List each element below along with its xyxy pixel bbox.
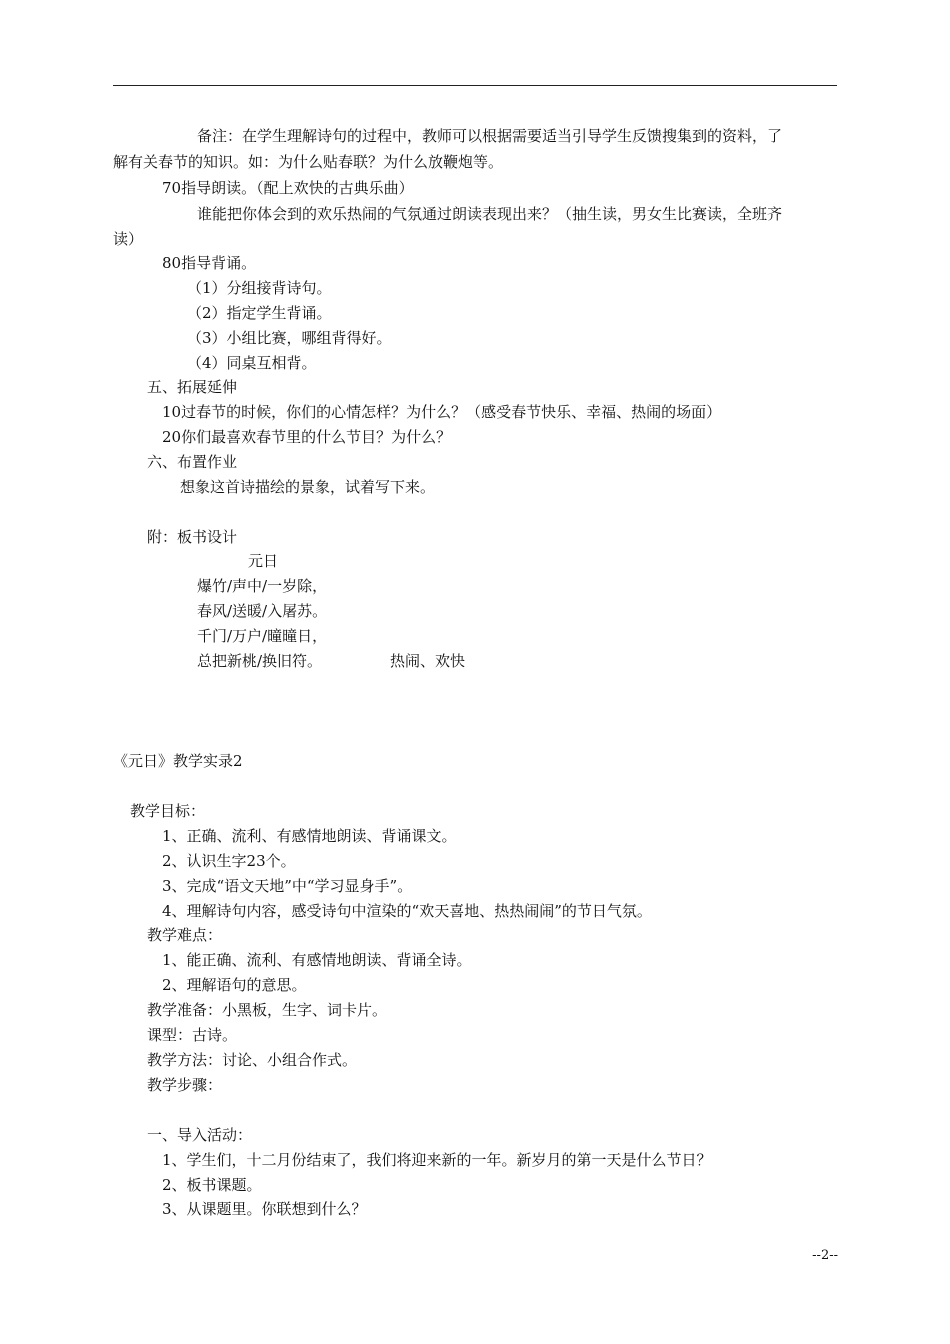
objective-1: 1、正确、流利、有感情地朗读、背诵课文。 (162, 827, 457, 845)
preparation-line: 教学准备：小黑板，生字、词卡片。 (147, 1001, 388, 1019)
lesson-type-line: 课型：古诗。 (147, 1026, 238, 1044)
reading-question-line-1: 谁能把你体会到的欢乐热闹的气氛通过朗读表现出来？（抽生读，男女生比赛读，全班齐 (197, 205, 783, 223)
intro-heading: 一、导入活动： (147, 1126, 253, 1144)
difficulty-2: 2、理解语句的意思。 (162, 976, 307, 994)
intro-step-2: 2、板书课题。 (162, 1176, 262, 1194)
note-line-1: 备注：在学生理解诗句的过程中，教师可以根据需要适当引导学生反馈搜集到的资料，了 (197, 127, 783, 145)
method-line: 教学方法：讨论、小组合作式。 (147, 1051, 358, 1069)
guided-reading-heading: 70指导朗读。（配上欢快的古典乐曲） (162, 179, 414, 197)
difficulty-1: 1、能正确、流利、有感情地朗读、背诵全诗。 (162, 951, 472, 969)
recitation-step-2: （2）指定学生背诵。 (187, 304, 332, 322)
steps-heading: 教学步骤： (147, 1076, 223, 1094)
poem-title: 元日 (248, 552, 279, 570)
recitation-step-1: （1）分组接背诗句。 (187, 279, 332, 297)
intro-step-3: 3、从课题里。你联想到什么？ (162, 1200, 367, 1218)
poem-line-3: 千门/万户/曈曈日， (197, 627, 328, 645)
objective-3: 3、完成“语文天地”中“学习显身手”。 (162, 877, 413, 895)
intro-step-1: 1、学生们，十二月份结束了，我们将迎来新的一年。新岁月的第一天是什么节日？ (162, 1151, 712, 1169)
board-keywords: 热闹、欢快 (390, 652, 466, 670)
poem-line-2: 春风/送暖/入屠苏。 (197, 602, 328, 620)
reading-question-line-2: 读） (113, 230, 144, 248)
poem-line-1: 爆竹/声中/一岁除， (197, 577, 328, 595)
header-rule (113, 85, 837, 86)
section-five-heading: 五、拓展延伸 (147, 378, 238, 396)
objective-2: 2、认识生字23个。 (162, 852, 296, 870)
objective-4: 4、理解诗句内容，感受诗句中渲染的“欢天喜地、热热闹闹”的节日气氛。 (162, 902, 652, 920)
objectives-heading: 教学目标： (130, 802, 206, 820)
recitation-step-3: （3）小组比赛，哪组背得好。 (187, 329, 392, 347)
board-design-heading: 附：板书设计 (147, 528, 238, 546)
recitation-step-4: （4）同桌互相背。 (187, 354, 317, 372)
recitation-heading: 80指导背诵。 (162, 254, 257, 272)
section-six-heading: 六、布置作业 (147, 453, 238, 471)
note-line-2: 解有关春节的知识。如：为什么贴春联？为什么放鞭炮等。 (113, 153, 504, 171)
poem-line-4: 总把新桃/换旧符。 (197, 652, 323, 670)
section-title: 《元日》教学实录2 (113, 752, 243, 770)
homework-text: 想象这首诗描绘的景象，试着写下来。 (180, 478, 436, 496)
difficulties-heading: 教学难点： (147, 926, 223, 944)
extension-question-2: 20你们最喜欢春节里的什么节目？为什么？ (162, 428, 452, 446)
extension-question-1: 10过春节的时候，你们的心情怎样？为什么？（感受春节快乐、幸福、热闹的场面） (162, 403, 722, 421)
page-number: --2-- (812, 1248, 838, 1263)
